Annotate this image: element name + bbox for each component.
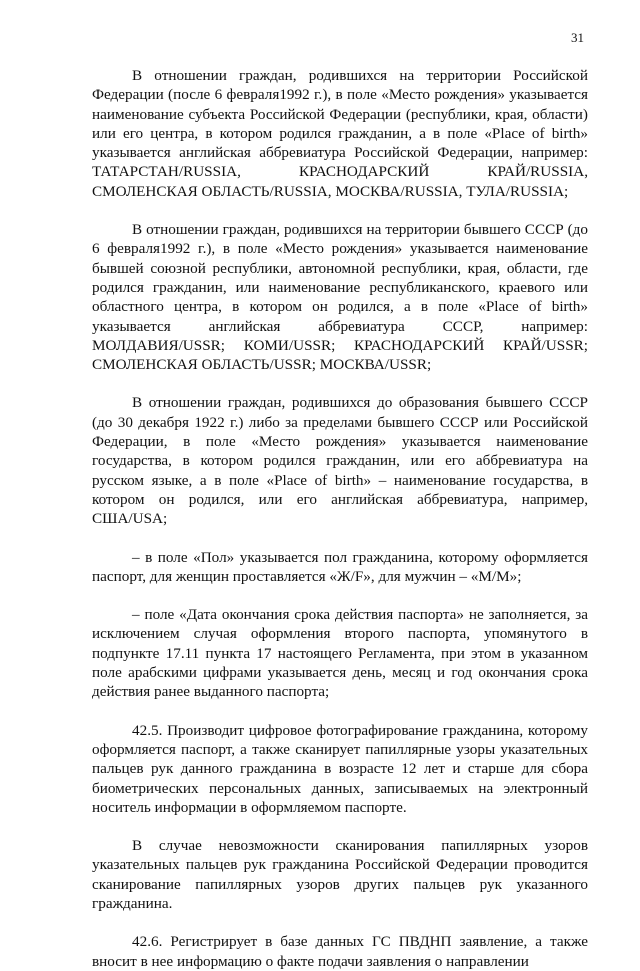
paragraph-gap bbox=[92, 586, 588, 605]
paragraph-gap bbox=[92, 374, 588, 393]
paragraph-foreign-birthplace: В отношении граждан, родившихся до образования бывшего СССР (до 30 декабря 1922 г.) либо за пределами бывшего СССР или Российской Федерации, в поле «Место рождения» указывается наименование государства, в котором родился гражданин, или его аббревиатура на русском языке, а в поле «Place of birth» – наименование государства, в котором он родился, или его английская аббревиатура, например, США/USA; bbox=[92, 394, 588, 528]
paragraph-gap bbox=[92, 702, 588, 721]
paragraph-gap bbox=[92, 529, 588, 548]
paragraph-42-6: 42.6. Регистрирует в базе данных ГС ПВДНП заявление, а также вносит в нее информацию о факте подачи заявления о направлении bbox=[92, 933, 588, 970]
paragraph-fingerprint-exception: В случае невозможности сканирования папиллярных узоров указательных пальцев рук гражданина Российской Федерации проводится сканирование папиллярных узоров других пальцев рук указанного гражданина. bbox=[92, 837, 588, 912]
paragraph-ussr-birthplace: В отношении граждан, родившихся на территории бывшего СССР (до 6 февраля1992 г.), в поле «Место рождения» указывается наименование бывшей союзной республики, автономной республики, края, области, где родился гражданин, или наименование республиканского, краевого или областного центра, в котором он родился, а в поле «Place of birth» указывается английская аббревиатура СССР, например: МОЛДАВИЯ/USSR; КОМИ/USSR; КРАСНОДАРСКИЙ КРАЙ/USSR; СМОЛЕНСКАЯ ОБЛАСТЬ/USSR; МОСКВА/USSR; bbox=[92, 221, 588, 374]
paragraph-gap bbox=[92, 913, 588, 932]
paragraph-sex-field: – в поле «Пол» указывается пол гражданина, которому оформляется паспорт, для женщин проставляется «Ж/F», для мужчин – «М/M»; bbox=[92, 548, 588, 585]
paragraph-expiry-field: – поле «Дата окончания срока действия паспорта» не заполняется, за исключением случая оформления второго паспорта, упомянутого в подпункте 17.11 пункта 17 настоящего Регламента, при этом в указанном поле арабскими цифрами указывается день, месяц и год окончания срока действия ранее выданного паспорта; bbox=[92, 606, 588, 701]
paragraph-russia-birthplace: В отношении граждан, родившихся на территории Российской Федерации (после 6 февраля1992 г.), в поле «Место рождения» указывается наименование субъекта Российской Федерации (республики, края, области) или его центра, в котором родился гражданин, а в поле «Place of birth» указывается английская аббревиатура Российской Федерации, например: ТАТАРСТАН/RUSSIA, КРАСНОДАРСКИЙ КРАЙ/RUSSIA, СМОЛЕНСКАЯ ОБЛАСТЬ/RUSSIA, МОСКВА/RUSSIA, ТУЛА/RUSSIA; bbox=[92, 67, 588, 200]
paragraph-42-5: 42.5. Производит цифровое фотографирование гражданина, которому оформляется паспорт, а также сканирует папиллярные узоры указательных пальцев рук данного гражданина в возрасте 12 лет и старше для сбора биометрических персональных данных, записываемых на электронный носитель информации в оформляемом паспорте. bbox=[92, 721, 588, 816]
page-number: 31 bbox=[571, 30, 584, 45]
paragraph-gap bbox=[92, 201, 588, 220]
paragraph-gap bbox=[92, 817, 588, 836]
document-body bbox=[92, 66, 588, 971]
